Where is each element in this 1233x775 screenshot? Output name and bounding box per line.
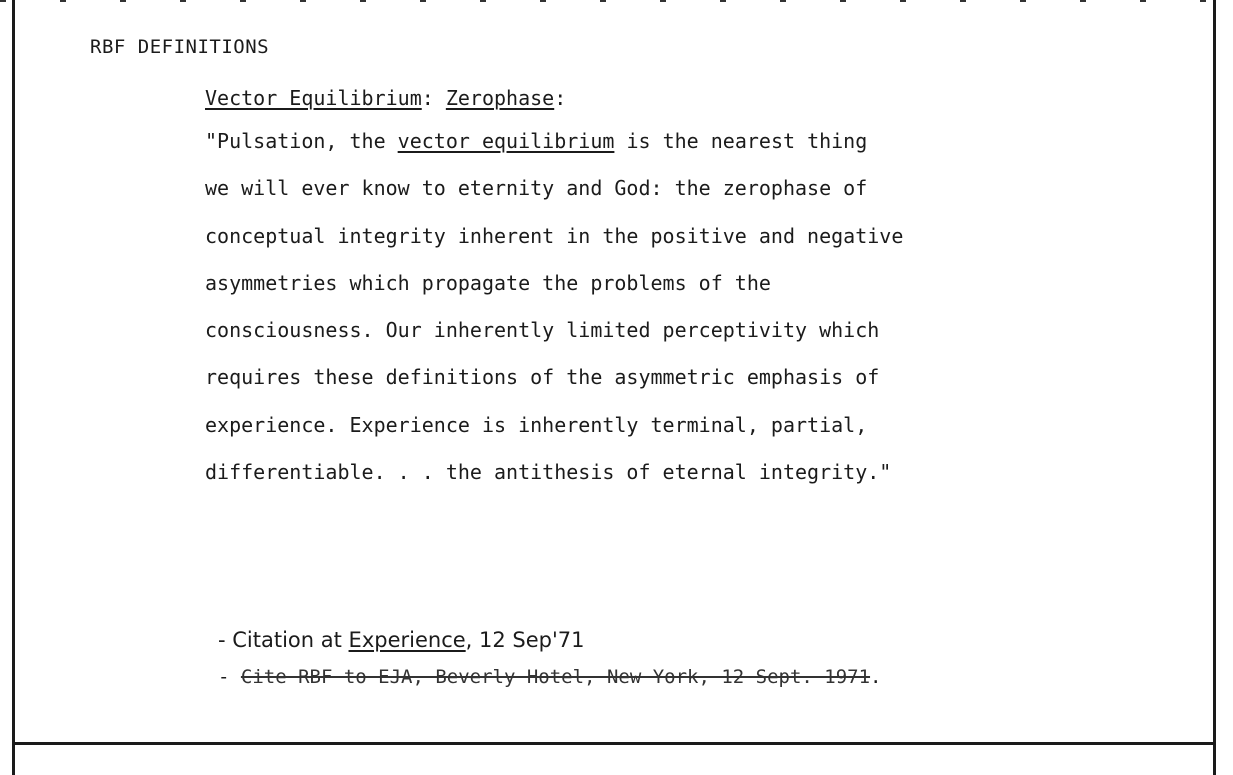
struck-dash: -: [218, 666, 241, 688]
quote-line-3: conceptual integrity inherent in the positive and negative: [205, 223, 904, 248]
card-heading: RBF DEFINITIONS: [90, 36, 270, 58]
quote-line-1-start: "Pulsation, the: [205, 129, 398, 153]
citation-experience-link: Experience: [348, 628, 466, 652]
top-edge-dashes: [0, 0, 1233, 2]
quote-line-6: requires these definitions of the asymmetric emphasis of: [205, 365, 880, 390]
quote-line-2: we will ever know to eternity and God: the zerophase of: [205, 176, 868, 201]
citation-prefix: - Citation at: [218, 628, 349, 652]
quote-line-7: experience. Experience is inherently terminal, partial,: [205, 412, 868, 437]
quote-line-8: differentiable. . . the antithesis of eternal integrity.": [205, 460, 892, 485]
definition-quote: [205, 118, 1035, 496]
term-colon: :: [554, 86, 567, 110]
struck-citation-line: [218, 666, 882, 688]
quote-line-5: consciousness. Our inherently limited perceptivity which: [205, 318, 880, 343]
quote-line-1-end: is the nearest thing: [614, 129, 868, 153]
term-vector-equilibrium: Vector Equilibrium: [205, 86, 422, 110]
citation-date: , 12 Sep'71: [465, 628, 585, 652]
struck-period: .: [870, 666, 882, 688]
term-zerophase: Zerophase: [445, 86, 555, 110]
card-bottom-border: [12, 742, 1216, 745]
quote-vector-equilibrium-link: vector equilibrium: [397, 129, 615, 153]
card-right-border: [1213, 0, 1216, 775]
quote-line-1: [205, 118, 1035, 165]
entry-heading: [205, 86, 566, 110]
quote-line-4: asymmetries which propagate the problems of the: [205, 270, 771, 295]
term-separator: :: [421, 86, 446, 110]
citation-line: [218, 628, 585, 652]
card-left-border: [12, 0, 15, 775]
struck-citation-text: Cite RBF to EJA, Beverly Hotel, New York, 12 Sept. 1971: [240, 666, 871, 688]
